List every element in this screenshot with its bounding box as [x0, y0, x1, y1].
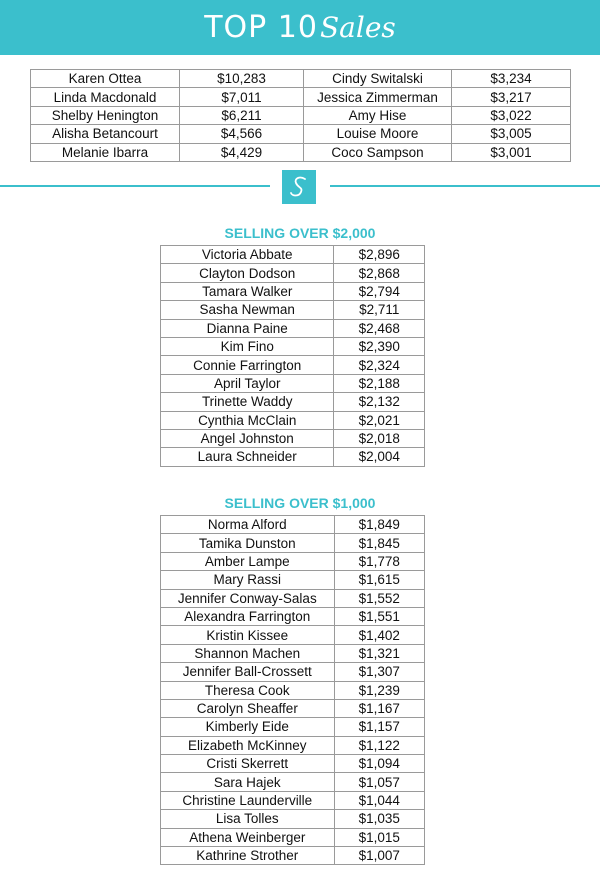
over-1000-table: [160, 515, 425, 865]
sales-amount: $4,566: [180, 125, 304, 143]
table-row: [161, 282, 425, 300]
page-title: TOP 10: [204, 10, 318, 45]
table-row: [161, 755, 425, 773]
table-row: [161, 589, 425, 607]
script-s-logo-icon: [282, 170, 316, 204]
seller-name: Amy Hise: [304, 106, 452, 124]
sales-amount: $2,188: [334, 374, 425, 392]
table-row: [161, 534, 425, 552]
seller-name: Connie Farrington: [161, 356, 334, 374]
sales-amount: $7,011: [180, 88, 304, 106]
seller-name: Mary Rassi: [161, 571, 335, 589]
sales-amount: $6,211: [180, 106, 304, 124]
table-row: [161, 374, 425, 392]
table-row: [161, 319, 425, 337]
table-row: [161, 791, 425, 809]
seller-name: Trinette Waddy: [161, 393, 334, 411]
table-row: [161, 516, 425, 534]
table-row: [31, 106, 571, 124]
sales-amount: $2,324: [334, 356, 425, 374]
sales-amount: $3,234: [452, 70, 571, 88]
seller-name: Cindy Switalski: [304, 70, 452, 88]
table-row: [161, 552, 425, 570]
table-row: [161, 448, 425, 466]
table-row: [161, 626, 425, 644]
sales-amount: $1,239: [334, 681, 424, 699]
seller-name: Cristi Skerrett: [161, 755, 335, 773]
seller-name: Athena Weinberger: [161, 828, 335, 846]
sales-amount: $1,094: [334, 755, 424, 773]
seller-name: Louise Moore: [304, 125, 452, 143]
sales-amount: $2,868: [334, 264, 425, 282]
section-title-over-1000: SELLING OVER $1,000: [224, 495, 376, 511]
seller-name: Theresa Cook: [161, 681, 335, 699]
table-row: [161, 246, 425, 264]
seller-name: Kim Fino: [161, 337, 334, 355]
sales-amount: $1,057: [334, 773, 424, 791]
seller-name: Karen Ottea: [31, 70, 180, 88]
seller-name: Linda Macdonald: [31, 88, 180, 106]
table-row: [161, 810, 425, 828]
seller-name: Cynthia McClain: [161, 411, 334, 429]
divider-line-right: [330, 185, 600, 187]
table-row: [31, 125, 571, 143]
seller-name: Sara Hajek: [161, 773, 335, 791]
sales-amount: $3,001: [452, 143, 571, 161]
table-row: [161, 644, 425, 662]
section-divider: [0, 166, 600, 206]
seller-name: Jessica Zimmerman: [304, 88, 452, 106]
table-row: [161, 607, 425, 625]
seller-name: Tamika Dunston: [161, 534, 335, 552]
sales-amount: $2,896: [334, 246, 425, 264]
sales-amount: $1,845: [334, 534, 424, 552]
seller-name: Elizabeth McKinney: [161, 736, 335, 754]
table-row: [161, 337, 425, 355]
table-row: [31, 70, 571, 88]
seller-name: Norma Alford: [161, 516, 335, 534]
sales-amount: $2,468: [334, 319, 425, 337]
sales-amount: $1,035: [334, 810, 424, 828]
table-row: [31, 143, 571, 161]
sales-amount: $2,390: [334, 337, 425, 355]
seller-name: Dianna Paine: [161, 319, 334, 337]
sales-amount: $2,021: [334, 411, 425, 429]
sales-amount: $2,132: [334, 393, 425, 411]
table-row: [161, 356, 425, 374]
seller-name: Clayton Dodson: [161, 264, 334, 282]
table-row: [161, 301, 425, 319]
seller-name: Jennifer Conway-Salas: [161, 589, 335, 607]
sales-amount: $1,122: [334, 736, 424, 754]
sales-amount: $2,018: [334, 429, 425, 447]
sales-amount: $10,283: [180, 70, 304, 88]
table-row: [161, 736, 425, 754]
page-title-script: Sales: [319, 11, 396, 44]
sales-amount: $1,307: [334, 663, 424, 681]
table-row: [161, 663, 425, 681]
seller-name: Shannon Machen: [161, 644, 335, 662]
seller-name: Tamara Walker: [161, 282, 334, 300]
sales-amount: $2,794: [334, 282, 425, 300]
table-row: [161, 571, 425, 589]
seller-name: Kristin Kissee: [161, 626, 335, 644]
table-row: [161, 773, 425, 791]
seller-name: Victoria Abbate: [161, 246, 334, 264]
table-row: [161, 393, 425, 411]
sales-amount: $1,321: [334, 644, 424, 662]
seller-name: Carolyn Sheaffer: [161, 699, 335, 717]
seller-name: Alisha Betancourt: [31, 125, 180, 143]
sales-amount: $2,004: [334, 448, 425, 466]
table-row: [161, 847, 425, 865]
sales-amount: $1,551: [334, 607, 424, 625]
sales-amount: $3,022: [452, 106, 571, 124]
header-banner: [0, 0, 600, 55]
sales-amount: $4,429: [180, 143, 304, 161]
seller-name: Melanie Ibarra: [31, 143, 180, 161]
seller-name: Kathrine Strother: [161, 847, 335, 865]
sales-amount: $2,711: [334, 301, 425, 319]
sales-amount: $1,849: [334, 516, 424, 534]
table-row: [31, 88, 571, 106]
sales-amount: $1,402: [334, 626, 424, 644]
seller-name: Jennifer Ball-Crossett: [161, 663, 335, 681]
seller-name: Alexandra Farrington: [161, 607, 335, 625]
seller-name: Kimberly Eide: [161, 718, 335, 736]
sales-amount: $1,157: [334, 718, 424, 736]
seller-name: Sasha Newman: [161, 301, 334, 319]
section-title-over-2000: SELLING OVER $2,000: [224, 225, 376, 241]
sales-amount: $1,015: [334, 828, 424, 846]
sales-amount: $3,217: [452, 88, 571, 106]
sales-amount: $1,552: [334, 589, 424, 607]
over-2000-table: [160, 245, 425, 467]
sales-amount: $1,167: [334, 699, 424, 717]
sales-amount: $3,005: [452, 125, 571, 143]
seller-name: Angel Johnston: [161, 429, 334, 447]
top10-table: [30, 69, 571, 162]
table-row: [161, 681, 425, 699]
table-row: [161, 264, 425, 282]
table-row: [161, 429, 425, 447]
table-row: [161, 411, 425, 429]
seller-name: Amber Lampe: [161, 552, 335, 570]
divider-line-left: [0, 185, 270, 187]
table-row: [161, 828, 425, 846]
seller-name: Lisa Tolles: [161, 810, 335, 828]
table-row: [161, 718, 425, 736]
sales-amount: $1,778: [334, 552, 424, 570]
seller-name: Shelby Henington: [31, 106, 180, 124]
seller-name: Coco Sampson: [304, 143, 452, 161]
sales-amount: $1,044: [334, 791, 424, 809]
seller-name: Laura Schneider: [161, 448, 334, 466]
sales-amount: $1,615: [334, 571, 424, 589]
seller-name: April Taylor: [161, 374, 334, 392]
seller-name: Christine Launderville: [161, 791, 335, 809]
table-row: [161, 699, 425, 717]
sales-amount: $1,007: [334, 847, 424, 865]
